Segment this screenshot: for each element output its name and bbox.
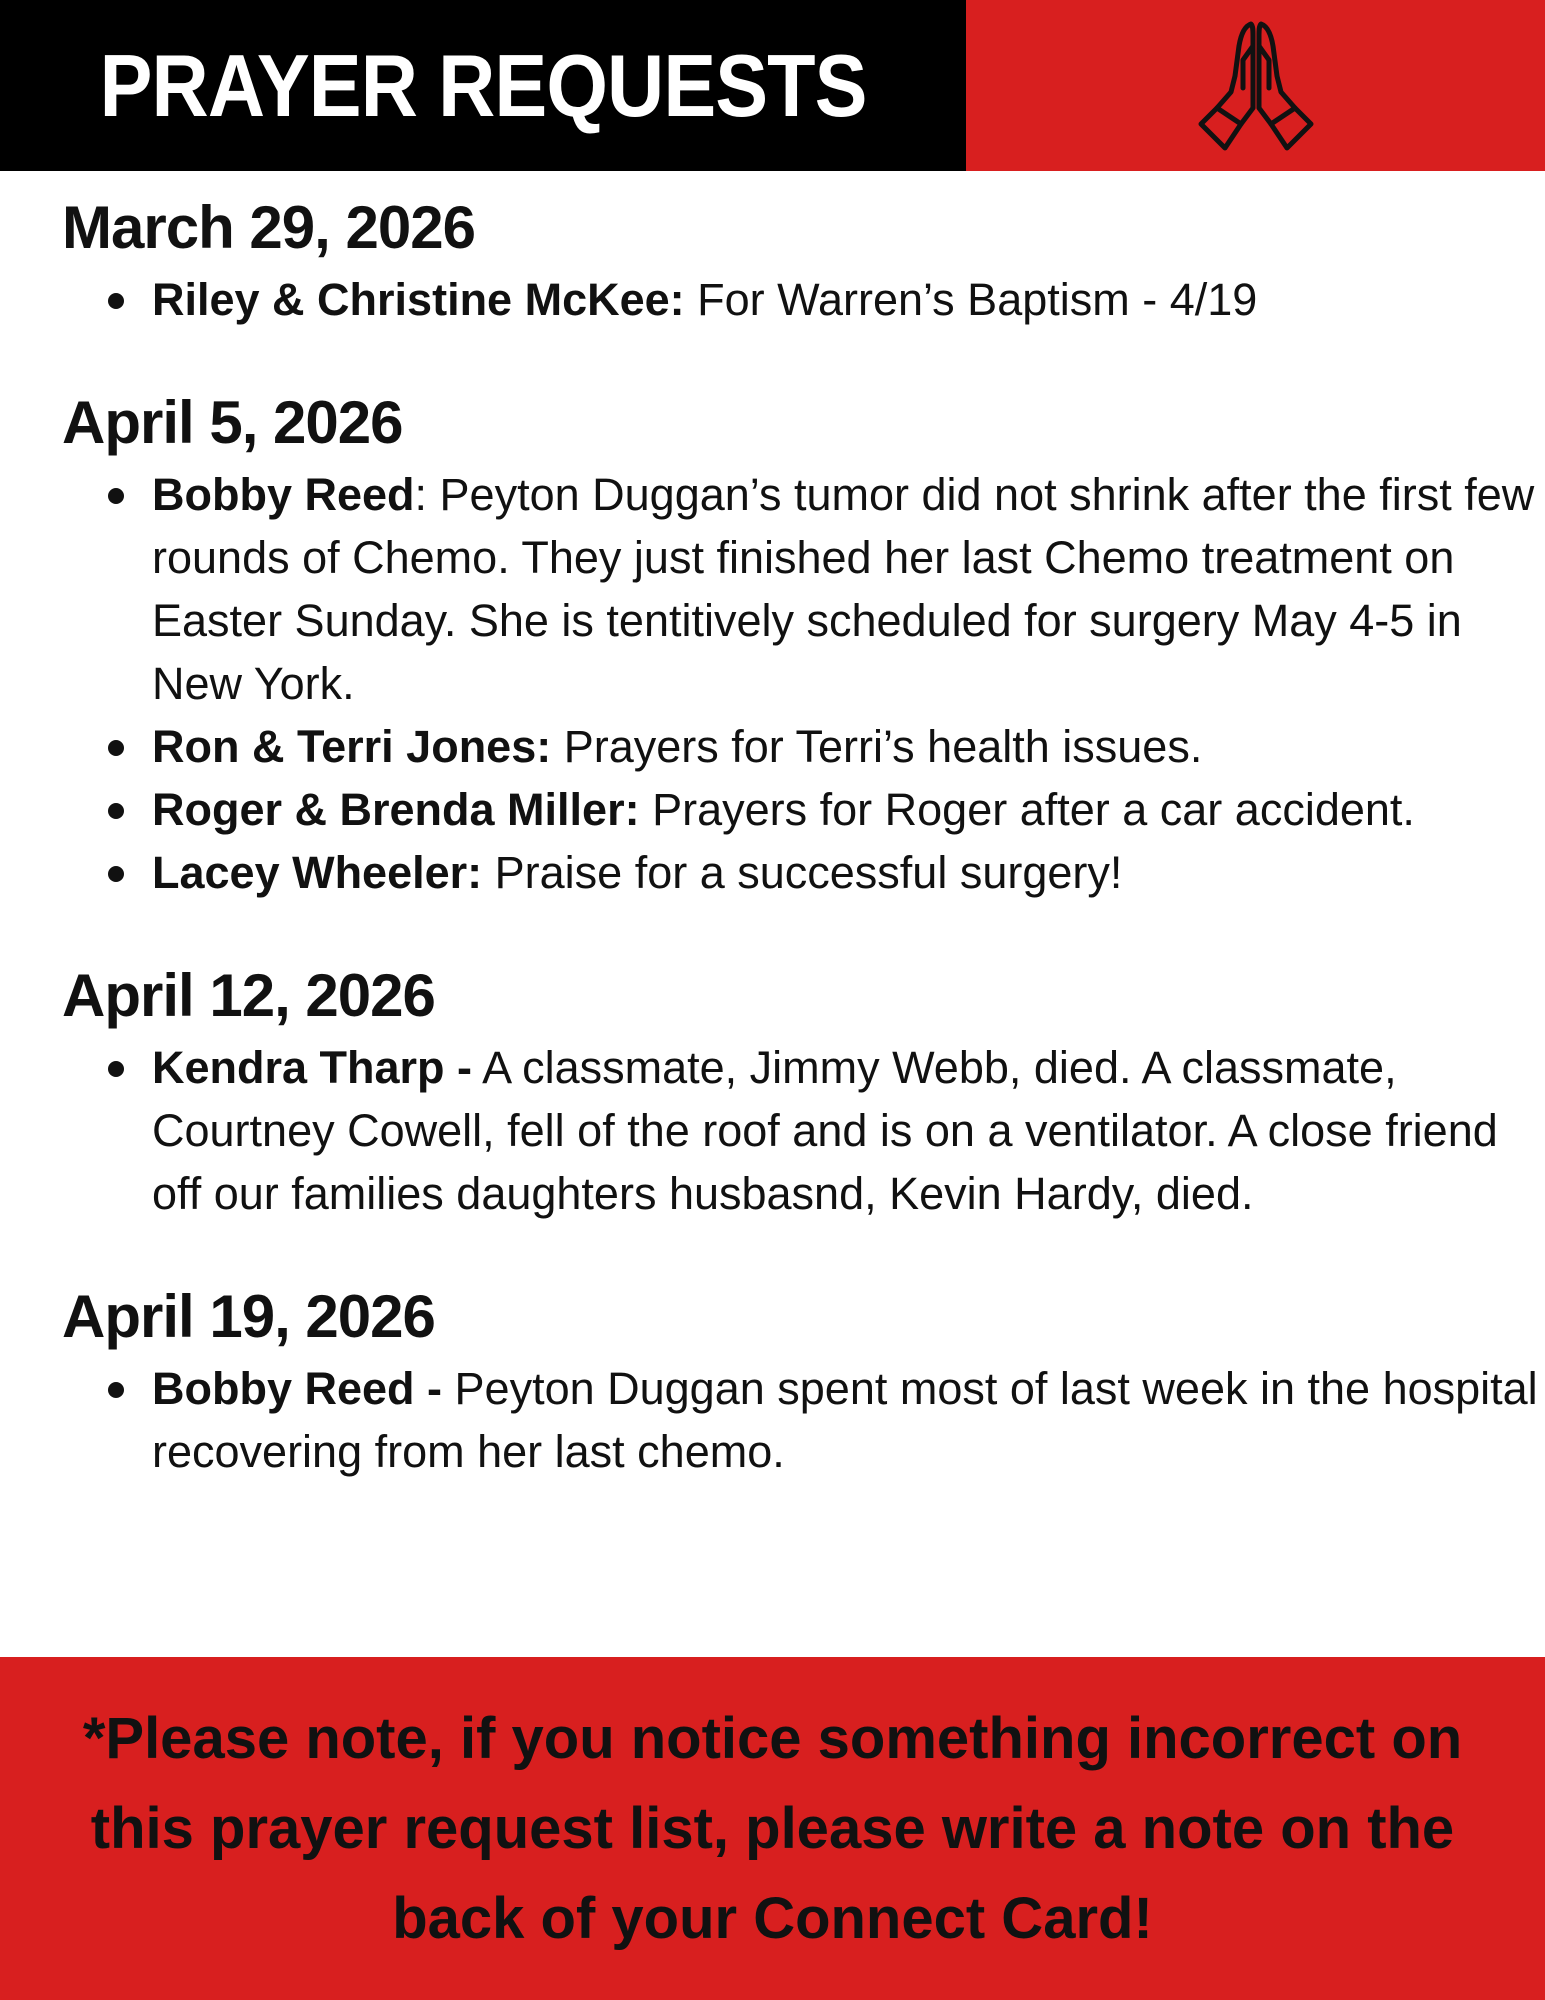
praying-hands-icon (1191, 16, 1321, 156)
bullet-icon (108, 866, 124, 882)
requester-name: Riley & Christine McKee: (152, 274, 685, 325)
bullet-icon (108, 740, 124, 756)
list-item (152, 268, 1542, 331)
request-text: Praise for a successful surgery! (482, 847, 1123, 898)
requester-name: Roger & Brenda Miller: (152, 784, 640, 835)
requester-name: Bobby Reed - (152, 1363, 443, 1414)
bullet-icon (108, 1061, 124, 1077)
request-text: A classmate, Jimmy Webb, died. A classmate, Courtney Cowell, fell of the roof and is on a ventilator. A close friend off our families daughters husbasnd, Kevin Hardy, died. (152, 1042, 1498, 1219)
list-item (152, 463, 1542, 715)
list-item (152, 1357, 1542, 1483)
header-icon-block (966, 0, 1545, 171)
section-date: April 19, 2026 (62, 1283, 435, 1350)
section-date: April 5, 2026 (62, 389, 403, 456)
bullet-icon (108, 293, 124, 309)
request-list (152, 1357, 1538, 1483)
requester-name: Bobby Reed (152, 469, 415, 520)
section-march-29 (62, 188, 1502, 331)
section-april-5 (62, 383, 1535, 904)
header-banner (0, 0, 1545, 171)
section-date: April 12, 2026 (62, 962, 435, 1029)
footer-note: *Please note, if you notice something incorrect on this prayer request list, please write a note on the back of your Connect Card! (82, 1705, 1463, 1951)
requester-name: Kendra Tharp - (152, 1042, 473, 1093)
request-text: For Warren’s Baptism - 4/19 (684, 274, 1258, 325)
request-text: Peyton Duggan spent most of last week in the hospital recovering from her last chemo. (152, 1363, 1538, 1477)
request-list (152, 1036, 1502, 1225)
request-text: : Peyton Duggan’s tumor did not shrink after the first few rounds of Chemo. They just finished her last Chemo treatment on Easter Sunday. She is tentitively scheduled for surgery May 4-5 in New York. (152, 469, 1535, 709)
page-title: PRAYER REQUESTS (99, 35, 867, 135)
list-item (152, 778, 1542, 841)
requester-name: Ron & Terri Jones: (152, 721, 552, 772)
list-item (152, 841, 1542, 904)
requester-name: Lacey Wheeler: (152, 847, 483, 898)
section-date: March 29, 2026 (62, 194, 475, 261)
request-text: Prayers for Terri’s health issues. (551, 721, 1203, 772)
bullet-icon (108, 1382, 124, 1398)
bullet-icon (108, 803, 124, 819)
list-item (152, 1036, 1542, 1225)
footer-note-banner (0, 1657, 1545, 2000)
list-item (152, 715, 1542, 778)
request-list (152, 463, 1535, 904)
section-april-19 (62, 1277, 1538, 1483)
request-list (152, 268, 1502, 331)
header-title-block (0, 0, 966, 171)
prayer-list (62, 188, 1538, 1535)
bullet-icon (108, 488, 124, 504)
request-text: Prayers for Roger after a car accident. (639, 784, 1415, 835)
section-april-12 (62, 956, 1502, 1225)
